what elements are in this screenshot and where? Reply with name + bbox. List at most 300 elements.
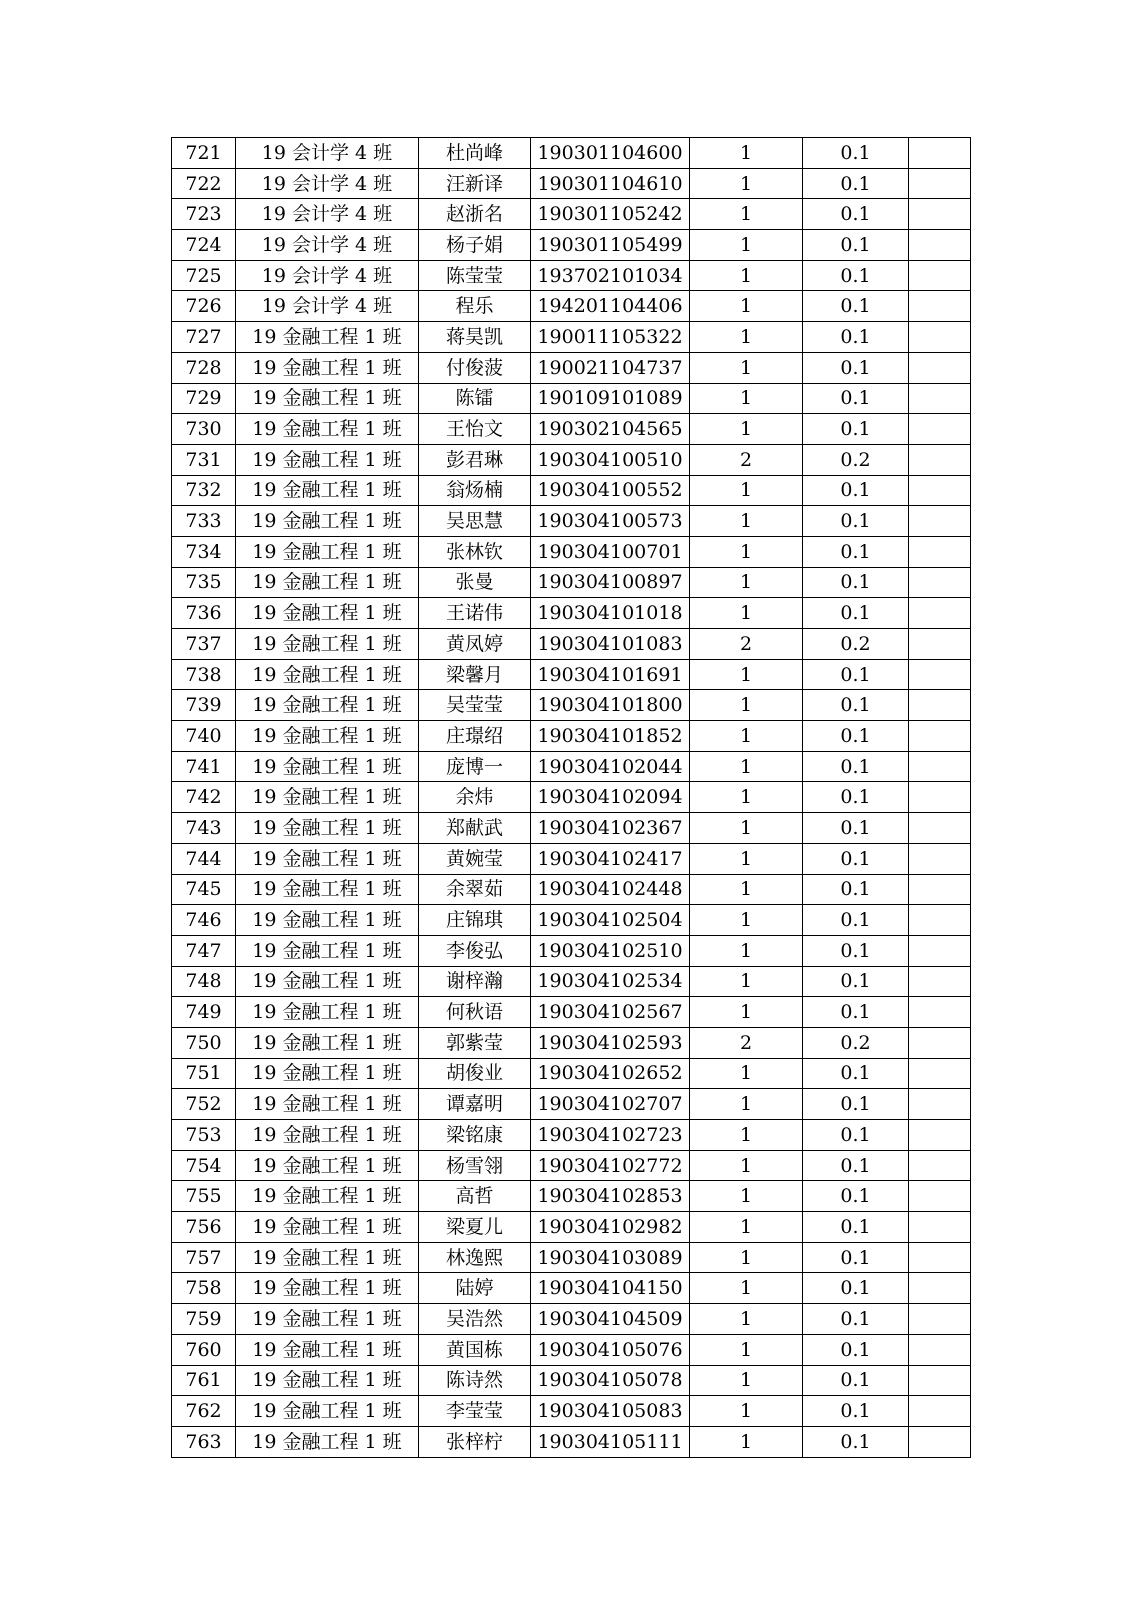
remark-cell bbox=[909, 230, 971, 261]
count-cell: 1 bbox=[690, 1089, 803, 1120]
remark-cell bbox=[909, 629, 971, 660]
row-number-cell: 749 bbox=[172, 997, 236, 1028]
remark-cell bbox=[909, 475, 971, 506]
score-cell: 0.1 bbox=[803, 659, 909, 690]
score-cell: 0.1 bbox=[803, 506, 909, 537]
name-cell: 梁夏儿 bbox=[419, 1212, 531, 1243]
class-cell: 19 金融工程 1 班 bbox=[236, 629, 419, 660]
score-cell: 0.1 bbox=[803, 997, 909, 1028]
name-cell: 庄璟绍 bbox=[419, 721, 531, 752]
name-cell: 蒋昊凯 bbox=[419, 322, 531, 353]
student-id-cell: 190301105499 bbox=[531, 230, 690, 261]
table-row bbox=[172, 966, 971, 997]
name-cell: 陈莹莹 bbox=[419, 260, 531, 291]
score-cell: 0.1 bbox=[803, 1089, 909, 1120]
row-number-cell: 748 bbox=[172, 966, 236, 997]
name-cell: 高哲 bbox=[419, 1181, 531, 1212]
count-cell: 1 bbox=[690, 1181, 803, 1212]
remark-cell bbox=[909, 567, 971, 598]
row-number-cell: 737 bbox=[172, 629, 236, 660]
class-cell: 19 金融工程 1 班 bbox=[236, 414, 419, 445]
class-cell: 19 会计学 4 班 bbox=[236, 291, 419, 322]
remark-cell bbox=[909, 843, 971, 874]
score-cell: 0.1 bbox=[803, 1334, 909, 1365]
count-cell: 1 bbox=[690, 659, 803, 690]
student-id-cell: 190021104737 bbox=[531, 352, 690, 383]
count-cell: 1 bbox=[690, 383, 803, 414]
student-id-cell: 190109101089 bbox=[531, 383, 690, 414]
row-number-cell: 760 bbox=[172, 1334, 236, 1365]
table-row bbox=[172, 199, 971, 230]
remark-cell bbox=[909, 721, 971, 752]
table-row bbox=[172, 230, 971, 261]
count-cell: 1 bbox=[690, 690, 803, 721]
table-row bbox=[172, 721, 971, 752]
table-row bbox=[172, 935, 971, 966]
name-cell: 王诺伟 bbox=[419, 598, 531, 629]
remark-cell bbox=[909, 291, 971, 322]
table-row bbox=[172, 475, 971, 506]
table-row bbox=[172, 352, 971, 383]
row-number-cell: 759 bbox=[172, 1304, 236, 1335]
student-id-cell: 190304101691 bbox=[531, 659, 690, 690]
score-cell: 0.1 bbox=[803, 260, 909, 291]
class-cell: 19 金融工程 1 班 bbox=[236, 352, 419, 383]
name-cell: 杨子娟 bbox=[419, 230, 531, 261]
count-cell: 1 bbox=[690, 322, 803, 353]
score-cell: 0.1 bbox=[803, 1365, 909, 1396]
name-cell: 汪新译 bbox=[419, 168, 531, 199]
score-cell: 0.2 bbox=[803, 629, 909, 660]
student-id-cell: 190301105242 bbox=[531, 199, 690, 230]
count-cell: 1 bbox=[690, 1304, 803, 1335]
count-cell: 2 bbox=[690, 1027, 803, 1058]
table-row bbox=[172, 1304, 971, 1335]
count-cell: 1 bbox=[690, 414, 803, 445]
student-id-cell: 190304104509 bbox=[531, 1304, 690, 1335]
class-cell: 19 金融工程 1 班 bbox=[236, 813, 419, 844]
student-id-cell: 190304102534 bbox=[531, 966, 690, 997]
score-cell: 0.1 bbox=[803, 1120, 909, 1151]
table-row bbox=[172, 782, 971, 813]
score-cell: 0.1 bbox=[803, 291, 909, 322]
student-id-cell: 190304103089 bbox=[531, 1242, 690, 1273]
table-body bbox=[172, 138, 971, 1458]
score-cell: 0.1 bbox=[803, 414, 909, 445]
remark-cell bbox=[909, 1334, 971, 1365]
name-cell: 吴浩然 bbox=[419, 1304, 531, 1335]
count-cell: 1 bbox=[690, 721, 803, 752]
table-row bbox=[172, 1426, 971, 1457]
class-cell: 19 金融工程 1 班 bbox=[236, 1273, 419, 1304]
count-cell: 2 bbox=[690, 444, 803, 475]
name-cell: 郭紫莹 bbox=[419, 1027, 531, 1058]
score-cell: 0.1 bbox=[803, 1242, 909, 1273]
row-number-cell: 728 bbox=[172, 352, 236, 383]
row-number-cell: 726 bbox=[172, 291, 236, 322]
class-cell: 19 金融工程 1 班 bbox=[236, 1120, 419, 1151]
student-id-cell: 190304102707 bbox=[531, 1089, 690, 1120]
student-id-cell: 190304101018 bbox=[531, 598, 690, 629]
row-number-cell: 758 bbox=[172, 1273, 236, 1304]
table-row bbox=[172, 322, 971, 353]
remark-cell bbox=[909, 598, 971, 629]
name-cell: 黄国栋 bbox=[419, 1334, 531, 1365]
score-cell: 0.1 bbox=[803, 230, 909, 261]
score-cell: 0.1 bbox=[803, 905, 909, 936]
student-id-cell: 190011105322 bbox=[531, 322, 690, 353]
count-cell: 1 bbox=[690, 813, 803, 844]
student-id-cell: 194201104406 bbox=[531, 291, 690, 322]
class-cell: 19 金融工程 1 班 bbox=[236, 721, 419, 752]
student-id-cell: 193702101034 bbox=[531, 260, 690, 291]
table-row bbox=[172, 383, 971, 414]
score-cell: 0.1 bbox=[803, 721, 909, 752]
score-cell: 0.1 bbox=[803, 966, 909, 997]
remark-cell bbox=[909, 1120, 971, 1151]
row-number-cell: 745 bbox=[172, 874, 236, 905]
name-cell: 付俊菠 bbox=[419, 352, 531, 383]
table-row bbox=[172, 1089, 971, 1120]
row-number-cell: 733 bbox=[172, 506, 236, 537]
score-cell: 0.1 bbox=[803, 1181, 909, 1212]
row-number-cell: 763 bbox=[172, 1426, 236, 1457]
score-cell: 0.2 bbox=[803, 444, 909, 475]
remark-cell bbox=[909, 966, 971, 997]
class-cell: 19 金融工程 1 班 bbox=[236, 1396, 419, 1427]
score-cell: 0.1 bbox=[803, 1396, 909, 1427]
count-cell: 1 bbox=[690, 291, 803, 322]
table-row bbox=[172, 629, 971, 660]
score-cell: 0.1 bbox=[803, 138, 909, 169]
student-id-cell: 190304102982 bbox=[531, 1212, 690, 1243]
class-cell: 19 金融工程 1 班 bbox=[236, 1365, 419, 1396]
table-row bbox=[172, 138, 971, 169]
table-row bbox=[172, 506, 971, 537]
row-number-cell: 731 bbox=[172, 444, 236, 475]
score-cell: 0.2 bbox=[803, 1027, 909, 1058]
name-cell: 何秋语 bbox=[419, 997, 531, 1028]
student-id-cell: 190304100510 bbox=[531, 444, 690, 475]
row-number-cell: 722 bbox=[172, 168, 236, 199]
name-cell: 余翠茹 bbox=[419, 874, 531, 905]
remark-cell bbox=[909, 1273, 971, 1304]
name-cell: 吴莹莹 bbox=[419, 690, 531, 721]
remark-cell bbox=[909, 168, 971, 199]
row-number-cell: 753 bbox=[172, 1120, 236, 1151]
name-cell: 黄婉莹 bbox=[419, 843, 531, 874]
count-cell: 1 bbox=[690, 536, 803, 567]
row-number-cell: 734 bbox=[172, 536, 236, 567]
class-cell: 19 金融工程 1 班 bbox=[236, 1027, 419, 1058]
score-cell: 0.1 bbox=[803, 1058, 909, 1089]
remark-cell bbox=[909, 506, 971, 537]
count-cell: 1 bbox=[690, 1058, 803, 1089]
name-cell: 庞博一 bbox=[419, 751, 531, 782]
row-number-cell: 735 bbox=[172, 567, 236, 598]
name-cell: 王怡文 bbox=[419, 414, 531, 445]
remark-cell bbox=[909, 1058, 971, 1089]
count-cell: 1 bbox=[690, 506, 803, 537]
remark-cell bbox=[909, 1150, 971, 1181]
student-id-cell: 190304102510 bbox=[531, 935, 690, 966]
table-row bbox=[172, 813, 971, 844]
count-cell: 1 bbox=[690, 260, 803, 291]
class-cell: 19 金融工程 1 班 bbox=[236, 567, 419, 598]
name-cell: 杜尚峰 bbox=[419, 138, 531, 169]
name-cell: 吴思慧 bbox=[419, 506, 531, 537]
count-cell: 1 bbox=[690, 843, 803, 874]
table-row bbox=[172, 536, 971, 567]
student-id-cell: 190304105111 bbox=[531, 1426, 690, 1457]
count-cell: 2 bbox=[690, 629, 803, 660]
name-cell: 程乐 bbox=[419, 291, 531, 322]
class-cell: 19 金融工程 1 班 bbox=[236, 966, 419, 997]
row-number-cell: 755 bbox=[172, 1181, 236, 1212]
remark-cell bbox=[909, 1304, 971, 1335]
remark-cell bbox=[909, 659, 971, 690]
class-cell: 19 金融工程 1 班 bbox=[236, 690, 419, 721]
row-number-cell: 757 bbox=[172, 1242, 236, 1273]
remark-cell bbox=[909, 1089, 971, 1120]
table-row bbox=[172, 1365, 971, 1396]
table-row bbox=[172, 1150, 971, 1181]
remark-cell bbox=[909, 138, 971, 169]
count-cell: 1 bbox=[690, 782, 803, 813]
table-row bbox=[172, 1242, 971, 1273]
student-id-cell: 190302104565 bbox=[531, 414, 690, 445]
class-cell: 19 金融工程 1 班 bbox=[236, 843, 419, 874]
name-cell: 彭君琳 bbox=[419, 444, 531, 475]
student-table bbox=[171, 137, 971, 1458]
score-cell: 0.1 bbox=[803, 598, 909, 629]
count-cell: 1 bbox=[690, 1212, 803, 1243]
score-cell: 0.1 bbox=[803, 1304, 909, 1335]
remark-cell bbox=[909, 1181, 971, 1212]
score-cell: 0.1 bbox=[803, 199, 909, 230]
count-cell: 1 bbox=[690, 905, 803, 936]
class-cell: 19 金融工程 1 班 bbox=[236, 874, 419, 905]
table-row bbox=[172, 291, 971, 322]
table-row bbox=[172, 567, 971, 598]
student-id-cell: 190304102417 bbox=[531, 843, 690, 874]
remark-cell bbox=[909, 751, 971, 782]
remark-cell bbox=[909, 414, 971, 445]
row-number-cell: 727 bbox=[172, 322, 236, 353]
class-cell: 19 金融工程 1 班 bbox=[236, 475, 419, 506]
name-cell: 黄凤婷 bbox=[419, 629, 531, 660]
student-id-cell: 190304100701 bbox=[531, 536, 690, 567]
remark-cell bbox=[909, 782, 971, 813]
count-cell: 1 bbox=[690, 567, 803, 598]
student-id-cell: 190304102593 bbox=[531, 1027, 690, 1058]
student-id-cell: 190304102367 bbox=[531, 813, 690, 844]
table-row bbox=[172, 1181, 971, 1212]
name-cell: 谭嘉明 bbox=[419, 1089, 531, 1120]
class-cell: 19 金融工程 1 班 bbox=[236, 997, 419, 1028]
class-cell: 19 金融工程 1 班 bbox=[236, 1242, 419, 1273]
student-id-cell: 190304102853 bbox=[531, 1181, 690, 1212]
count-cell: 1 bbox=[690, 1365, 803, 1396]
remark-cell bbox=[909, 1212, 971, 1243]
student-id-cell: 190304105083 bbox=[531, 1396, 690, 1427]
remark-cell bbox=[909, 444, 971, 475]
name-cell: 陈镭 bbox=[419, 383, 531, 414]
class-cell: 19 金融工程 1 班 bbox=[236, 751, 419, 782]
class-cell: 19 金融工程 1 班 bbox=[236, 935, 419, 966]
class-cell: 19 金融工程 1 班 bbox=[236, 383, 419, 414]
remark-cell bbox=[909, 199, 971, 230]
score-cell: 0.1 bbox=[803, 168, 909, 199]
class-cell: 19 会计学 4 班 bbox=[236, 260, 419, 291]
student-id-cell: 190304102448 bbox=[531, 874, 690, 905]
row-number-cell: 754 bbox=[172, 1150, 236, 1181]
row-number-cell: 750 bbox=[172, 1027, 236, 1058]
remark-cell bbox=[909, 935, 971, 966]
count-cell: 1 bbox=[690, 874, 803, 905]
student-id-cell: 190304102044 bbox=[531, 751, 690, 782]
score-cell: 0.1 bbox=[803, 475, 909, 506]
row-number-cell: 746 bbox=[172, 905, 236, 936]
table-row bbox=[172, 905, 971, 936]
name-cell: 李莹莹 bbox=[419, 1396, 531, 1427]
table-row bbox=[172, 260, 971, 291]
row-number-cell: 738 bbox=[172, 659, 236, 690]
score-cell: 0.1 bbox=[803, 813, 909, 844]
table-row bbox=[172, 1027, 971, 1058]
count-cell: 1 bbox=[690, 1242, 803, 1273]
remark-cell bbox=[909, 536, 971, 567]
row-number-cell: 732 bbox=[172, 475, 236, 506]
name-cell: 余炜 bbox=[419, 782, 531, 813]
student-id-cell: 190304102504 bbox=[531, 905, 690, 936]
class-cell: 19 金融工程 1 班 bbox=[236, 444, 419, 475]
table-row bbox=[172, 168, 971, 199]
table-row bbox=[172, 1212, 971, 1243]
remark-cell bbox=[909, 690, 971, 721]
count-cell: 1 bbox=[690, 935, 803, 966]
count-cell: 1 bbox=[690, 168, 803, 199]
row-number-cell: 724 bbox=[172, 230, 236, 261]
class-cell: 19 金融工程 1 班 bbox=[236, 782, 419, 813]
count-cell: 1 bbox=[690, 475, 803, 506]
class-cell: 19 金融工程 1 班 bbox=[236, 1334, 419, 1365]
count-cell: 1 bbox=[690, 230, 803, 261]
count-cell: 1 bbox=[690, 598, 803, 629]
student-id-cell: 190304102094 bbox=[531, 782, 690, 813]
count-cell: 1 bbox=[690, 1334, 803, 1365]
remark-cell bbox=[909, 260, 971, 291]
remark-cell bbox=[909, 322, 971, 353]
remark-cell bbox=[909, 383, 971, 414]
class-cell: 19 金融工程 1 班 bbox=[236, 1089, 419, 1120]
name-cell: 梁铭康 bbox=[419, 1120, 531, 1151]
table-row bbox=[172, 1273, 971, 1304]
class-cell: 19 金融工程 1 班 bbox=[236, 1150, 419, 1181]
name-cell: 翁炀楠 bbox=[419, 475, 531, 506]
score-cell: 0.1 bbox=[803, 567, 909, 598]
remark-cell bbox=[909, 905, 971, 936]
class-cell: 19 会计学 4 班 bbox=[236, 168, 419, 199]
row-number-cell: 751 bbox=[172, 1058, 236, 1089]
table-row bbox=[172, 444, 971, 475]
count-cell: 1 bbox=[690, 966, 803, 997]
remark-cell bbox=[909, 1027, 971, 1058]
row-number-cell: 721 bbox=[172, 138, 236, 169]
score-cell: 0.1 bbox=[803, 690, 909, 721]
class-cell: 19 金融工程 1 班 bbox=[236, 1058, 419, 1089]
row-number-cell: 752 bbox=[172, 1089, 236, 1120]
student-id-cell: 190301104610 bbox=[531, 168, 690, 199]
student-id-cell: 190304102567 bbox=[531, 997, 690, 1028]
score-cell: 0.1 bbox=[803, 935, 909, 966]
table-row bbox=[172, 1120, 971, 1151]
class-cell: 19 金融工程 1 班 bbox=[236, 905, 419, 936]
count-cell: 1 bbox=[690, 138, 803, 169]
score-cell: 0.1 bbox=[803, 751, 909, 782]
row-number-cell: 741 bbox=[172, 751, 236, 782]
row-number-cell: 756 bbox=[172, 1212, 236, 1243]
student-id-cell: 190304105076 bbox=[531, 1334, 690, 1365]
student-id-cell: 190304101852 bbox=[531, 721, 690, 752]
row-number-cell: 743 bbox=[172, 813, 236, 844]
name-cell: 郑献武 bbox=[419, 813, 531, 844]
row-number-cell: 723 bbox=[172, 199, 236, 230]
score-cell: 0.1 bbox=[803, 874, 909, 905]
student-id-cell: 190304101083 bbox=[531, 629, 690, 660]
table-row bbox=[172, 843, 971, 874]
remark-cell bbox=[909, 1365, 971, 1396]
table-row bbox=[172, 874, 971, 905]
row-number-cell: 740 bbox=[172, 721, 236, 752]
class-cell: 19 金融工程 1 班 bbox=[236, 1304, 419, 1335]
table-row bbox=[172, 659, 971, 690]
score-cell: 0.1 bbox=[803, 782, 909, 813]
student-id-cell: 190304100573 bbox=[531, 506, 690, 537]
table-row bbox=[172, 414, 971, 445]
name-cell: 陆婷 bbox=[419, 1273, 531, 1304]
class-cell: 19 金融工程 1 班 bbox=[236, 1426, 419, 1457]
score-cell: 0.1 bbox=[803, 352, 909, 383]
count-cell: 1 bbox=[690, 1150, 803, 1181]
name-cell: 张曼 bbox=[419, 567, 531, 598]
class-cell: 19 金融工程 1 班 bbox=[236, 506, 419, 537]
score-cell: 0.1 bbox=[803, 1426, 909, 1457]
count-cell: 1 bbox=[690, 199, 803, 230]
score-cell: 0.1 bbox=[803, 1212, 909, 1243]
student-id-cell: 190301104600 bbox=[531, 138, 690, 169]
score-cell: 0.1 bbox=[803, 322, 909, 353]
student-id-cell: 190304102652 bbox=[531, 1058, 690, 1089]
count-cell: 1 bbox=[690, 1120, 803, 1151]
class-cell: 19 金融工程 1 班 bbox=[236, 1212, 419, 1243]
student-id-cell: 190304100552 bbox=[531, 475, 690, 506]
remark-cell bbox=[909, 813, 971, 844]
table-row bbox=[172, 1058, 971, 1089]
name-cell: 胡俊业 bbox=[419, 1058, 531, 1089]
student-id-cell: 190304102772 bbox=[531, 1150, 690, 1181]
name-cell: 张林钦 bbox=[419, 536, 531, 567]
student-id-cell: 190304105078 bbox=[531, 1365, 690, 1396]
row-number-cell: 739 bbox=[172, 690, 236, 721]
score-cell: 0.1 bbox=[803, 1150, 909, 1181]
count-cell: 1 bbox=[690, 751, 803, 782]
table-row bbox=[172, 997, 971, 1028]
score-cell: 0.1 bbox=[803, 383, 909, 414]
row-number-cell: 761 bbox=[172, 1365, 236, 1396]
count-cell: 1 bbox=[690, 1396, 803, 1427]
count-cell: 1 bbox=[690, 1426, 803, 1457]
